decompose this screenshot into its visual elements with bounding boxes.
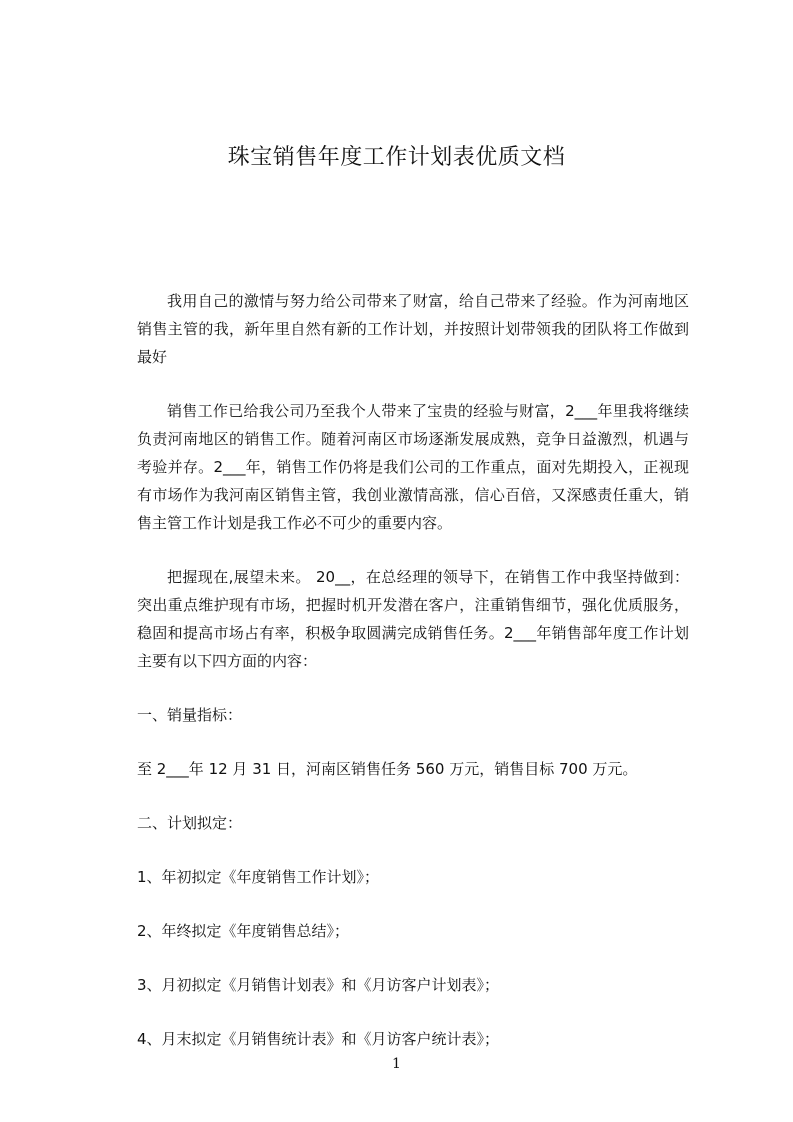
plan-overview-paragraph: 把握现在,展望未来。 20__，在总经理的领导下，在销售工作中我坚持做到：突出重点维护现有市场，把握时机开发潜在客户，注重销售细节，强化优质服务，稳固和提高市场占有率，积极争取圆满完成销售任务。2___年销售部年度工作计划主要有以下四方面的内容： <box>137 568 689 670</box>
plan-item-3: 3、月初拟定《月销售计划表》和《月访客户计划表》； <box>137 976 500 994</box>
plan-item-4: 4、月末拟定《月销售统计表》和《月访客户统计表》； <box>137 1030 500 1048</box>
plan-item-2: 2、年终拟定《年度销售总结》； <box>137 922 350 940</box>
sales-target-text: 至 2___年 12 月 31 日，河南区销售任务 560 万元，销售目标 700 万元。 <box>137 760 638 778</box>
intro-paragraph: 我用自己的激情与努力给公司带来了财富，给自己带来了经验。作为河南地区销售主管的我，新年里自然有新的工作计划，并按照计划带领我的团队将工作做到最好 <box>137 292 689 366</box>
section-one-heading: 一、销量指标： <box>137 706 243 724</box>
plan-item-1: 1、年初拟定《年度销售工作计划》； <box>137 868 380 886</box>
document-body <box>137 287 689 1079</box>
document-title: 珠宝销售年度工作计划表优质文档 <box>227 145 566 170</box>
page-number: 1 <box>392 1056 401 1072</box>
sales-work-paragraph: 销售工作已给我公司乃至我个人带来了宝贵的经验与财富，2___年里我将继续负责河南地区的销售工作。随着河南区市场逐渐发展成熟，竞争日益激烈，机遇与考验并存。2___年，销售工作仍将是我们公司的工作重点，面对先期投入，正视现有市场作为我河南区销售主管，我创业激情高涨，信心百倍，又深感责任重大，销售主管工作计划是我工作必不可少的重要内容。 <box>137 402 689 532</box>
section-two-heading: 二、计划拟定： <box>137 814 243 832</box>
